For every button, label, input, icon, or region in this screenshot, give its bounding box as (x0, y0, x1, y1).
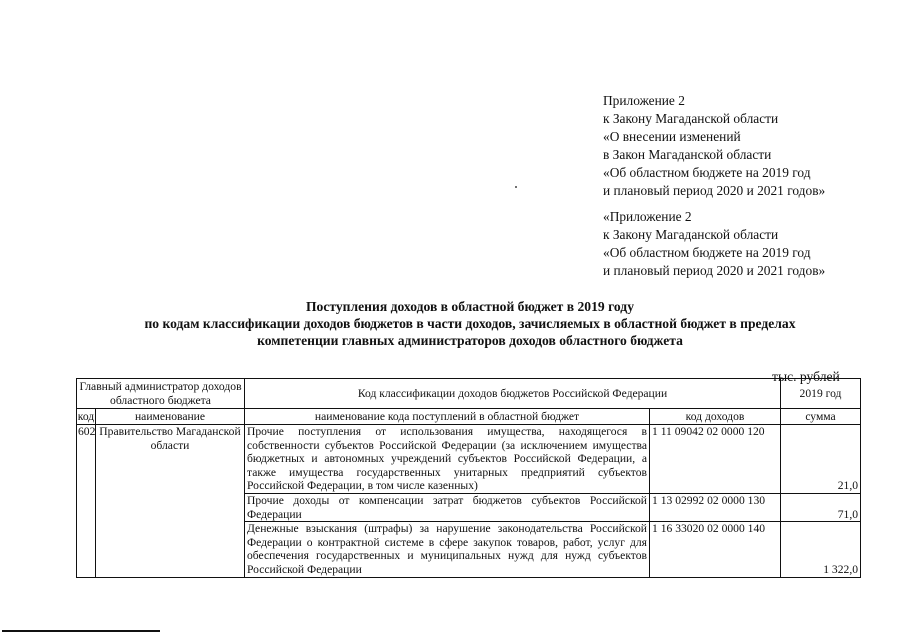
appendix-line: «О внесении изменений (603, 129, 741, 144)
appendix-line: и плановый период 2020 и 2021 годов» (603, 183, 826, 198)
units-label: тыс. рублей (772, 369, 840, 384)
title-line: Поступления доходов в областной бюджет в 2019 году (305, 299, 634, 314)
title-line: по кодам классификации доходов бюджетов в части доходов, зачисляемых в областной бюджет в пределах (144, 316, 796, 331)
income-description: Денежные взыскания (штрафы) за нарушение законодательства Российской Федерации о контрактной системе в сфере закупок товаров, работ, услуг для обеспечения государственных и муниципальных нужд для нужд субъектов Российской Федерации (245, 522, 650, 577)
header-income-code: код доходов (650, 409, 781, 425)
appendix-line: и плановый период 2020 и 2021 годов» (603, 263, 826, 278)
income-description: Прочие поступления от использования имущества, находящегося в собственности субъектов Российской Федерации (за исключением имущества бюджетных и автономных учреждений субъектов Российской Федерации, а также имущества государственных унитарных предприятий субъектов Российской Федерации, в том числе казенных) (245, 425, 650, 494)
document-title (40, 298, 900, 349)
table-header-row (77, 379, 861, 409)
footer-rule (2, 630, 160, 632)
appendix-line: Приложение 2 (603, 93, 685, 108)
appendix-line: «Приложение 2 (603, 209, 692, 224)
header-year: 2019 год (781, 379, 861, 409)
income-code: 1 13 02992 02 0000 130 (650, 493, 781, 521)
header-sum: сумма (781, 409, 861, 425)
appendix-line: «Об областном бюджете на 2019 год (603, 245, 811, 260)
table-row (77, 425, 861, 494)
income-amount: 1 322,0 (781, 522, 861, 577)
appendix-block-amending-law (603, 92, 893, 200)
header-classification-group: Код классификации доходов бюджетов Российской Федерации (245, 379, 781, 409)
appendix-block-budget-law (603, 208, 893, 280)
admin-code: 602 (77, 425, 96, 578)
header-income-name: наименование кода поступлений в областной бюджет (245, 409, 650, 425)
appendix-line: к Закону Магаданской области (603, 111, 779, 126)
appendix-line: к Закону Магаданской области (603, 227, 779, 242)
income-amount: 21,0 (781, 425, 861, 494)
income-code: 1 11 09042 02 0000 120 (650, 425, 781, 494)
header-admin-group: Главный администратор доходов областного бюджета (77, 379, 245, 409)
appendix-line: «Об областном бюджете на 2019 год (603, 165, 811, 180)
header-code: код (77, 409, 95, 423)
header-name: наименование (96, 409, 245, 425)
revenue-table (76, 378, 861, 578)
appendix-line: в Закон Магаданской области (603, 147, 772, 162)
admin-name: Правительство Магаданской области (96, 425, 245, 578)
appendix-header (603, 92, 893, 280)
scan-speck (515, 186, 517, 188)
income-description: Прочие доходы от компенсации затрат бюджетов субъектов Российской Федерации (245, 493, 650, 521)
table-subheader-row (77, 409, 861, 425)
title-line: компетенции главных администраторов доходов областного бюджета (257, 333, 683, 348)
income-amount: 71,0 (781, 493, 861, 521)
income-code: 1 16 33020 02 0000 140 (650, 522, 781, 577)
